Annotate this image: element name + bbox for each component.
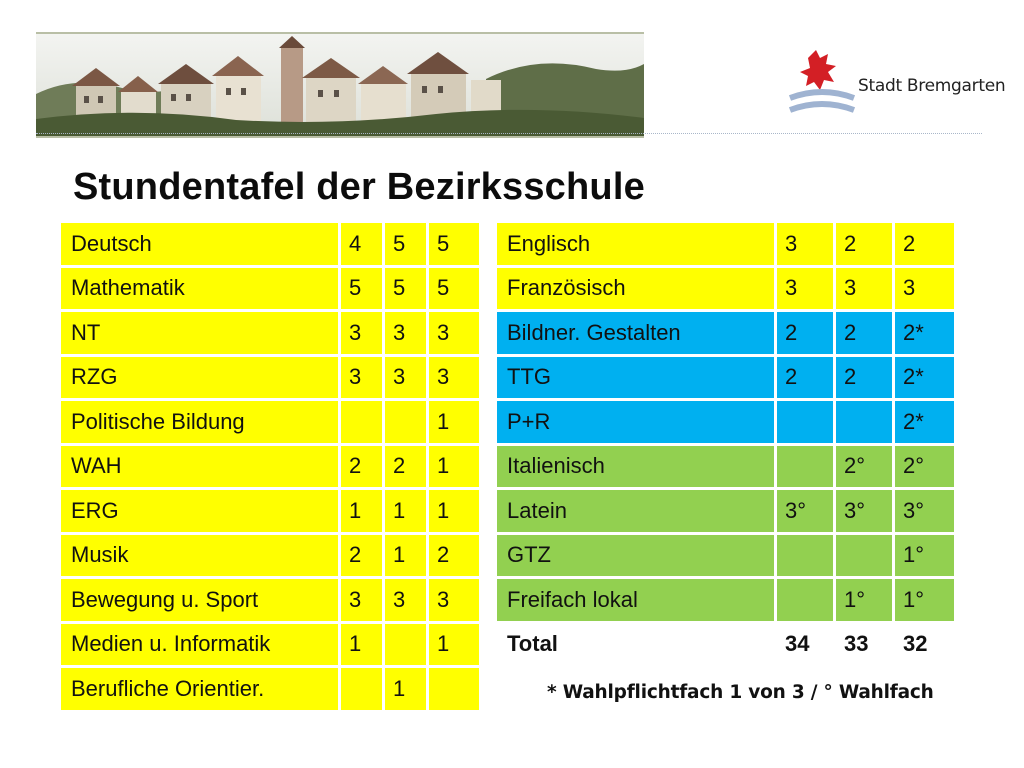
- hours-cell: 2: [341, 535, 382, 577]
- hours-cell: 1: [385, 490, 426, 532]
- hours-cell: 2: [429, 535, 479, 577]
- hours-cell: 3°: [836, 490, 892, 532]
- subject-cell: Medien u. Informatik: [61, 624, 338, 666]
- hours-cell: [341, 401, 382, 443]
- town-panorama-image: [36, 32, 644, 138]
- table-row: [61, 490, 479, 532]
- table-row: [497, 490, 954, 532]
- hours-cell: 5: [385, 268, 426, 310]
- hours-cell: 1: [385, 668, 426, 710]
- logo-text: Stadt Bremgarten: [858, 76, 1006, 96]
- table-row: [61, 446, 479, 488]
- hours-cell: 2: [836, 223, 892, 265]
- hours-cell: 2°: [895, 446, 954, 488]
- hours-cell: 3: [836, 268, 892, 310]
- table-row: [61, 268, 479, 310]
- hours-cell: 1: [341, 490, 382, 532]
- hours-cell: 1: [429, 446, 479, 488]
- subject-cell: TTG: [497, 357, 774, 399]
- subject-cell: Französisch: [497, 268, 774, 310]
- hours-cell: 1: [429, 624, 479, 666]
- subject-cell: Musik: [61, 535, 338, 577]
- subject-cell: Italienisch: [497, 446, 774, 488]
- subject-cell: Deutsch: [61, 223, 338, 265]
- hours-cell: 2: [777, 357, 833, 399]
- subject-cell: Total: [497, 624, 774, 666]
- right-timetable: [497, 223, 954, 665]
- table-row: [61, 535, 479, 577]
- hours-cell: 2°: [836, 446, 892, 488]
- hours-cell: [777, 579, 833, 621]
- hours-cell: 3: [895, 268, 954, 310]
- subject-cell: Bildner. Gestalten: [497, 312, 774, 354]
- hours-cell: 2*: [895, 401, 954, 443]
- table-row: [61, 579, 479, 621]
- hours-cell: 3: [429, 579, 479, 621]
- header-divider: [36, 133, 982, 134]
- hours-cell: 3°: [777, 490, 833, 532]
- table-row: [61, 312, 479, 354]
- table-row: [497, 624, 954, 666]
- table-row: [497, 401, 954, 443]
- hours-cell: 2*: [895, 357, 954, 399]
- subject-cell: Latein: [497, 490, 774, 532]
- hours-cell: 3: [429, 312, 479, 354]
- subject-cell: Mathematik: [61, 268, 338, 310]
- table-row: [497, 579, 954, 621]
- hours-cell: 3: [429, 357, 479, 399]
- subject-cell: RZG: [61, 357, 338, 399]
- hours-cell: [385, 624, 426, 666]
- hours-cell: 3: [385, 312, 426, 354]
- page-title: Stundentafel der Bezirksschule: [73, 166, 645, 208]
- table-row: [61, 624, 479, 666]
- subject-cell: Berufliche Orientier.: [61, 668, 338, 710]
- hours-cell: 1°: [895, 535, 954, 577]
- hours-cell: [429, 668, 479, 710]
- hours-cell: [385, 401, 426, 443]
- table-row: [497, 312, 954, 354]
- subject-cell: GTZ: [497, 535, 774, 577]
- hours-cell: 5: [385, 223, 426, 265]
- hours-cell: 33: [836, 624, 892, 666]
- hours-cell: 3: [341, 312, 382, 354]
- footnote: * Wahlpflichtfach 1 von 3 / ° Wahlfach: [547, 682, 934, 703]
- hours-cell: 2: [341, 446, 382, 488]
- hours-cell: 1: [429, 490, 479, 532]
- lion-crest-icon: [786, 44, 866, 124]
- hours-cell: 3: [385, 357, 426, 399]
- subject-cell: P+R: [497, 401, 774, 443]
- table-row: [61, 223, 479, 265]
- hours-cell: 1: [385, 535, 426, 577]
- hours-cell: 5: [341, 268, 382, 310]
- hours-cell: 3°: [895, 490, 954, 532]
- hours-cell: 2: [777, 312, 833, 354]
- hours-cell: 32: [895, 624, 954, 666]
- hours-cell: 3: [341, 357, 382, 399]
- hours-cell: 1°: [836, 579, 892, 621]
- hours-cell: [777, 401, 833, 443]
- table-row: [497, 446, 954, 488]
- hours-cell: 4: [341, 223, 382, 265]
- table-row: [61, 357, 479, 399]
- table-row: [61, 668, 479, 710]
- hours-cell: 3: [385, 579, 426, 621]
- hours-cell: 2: [836, 357, 892, 399]
- hours-cell: [836, 401, 892, 443]
- hours-cell: 1: [429, 401, 479, 443]
- left-timetable: [61, 223, 479, 710]
- subject-cell: Englisch: [497, 223, 774, 265]
- hours-cell: 2: [836, 312, 892, 354]
- hours-cell: 1: [341, 624, 382, 666]
- hours-cell: [341, 668, 382, 710]
- subject-cell: ERG: [61, 490, 338, 532]
- hours-cell: [777, 446, 833, 488]
- hours-cell: 1°: [895, 579, 954, 621]
- hours-cell: 2: [895, 223, 954, 265]
- subject-cell: Freifach lokal: [497, 579, 774, 621]
- hours-cell: 2*: [895, 312, 954, 354]
- table-row: [497, 535, 954, 577]
- hours-cell: 2: [385, 446, 426, 488]
- hours-cell: [777, 535, 833, 577]
- hours-cell: [836, 535, 892, 577]
- hours-cell: 5: [429, 223, 479, 265]
- subject-cell: Politische Bildung: [61, 401, 338, 443]
- table-row: [61, 401, 479, 443]
- subject-cell: WAH: [61, 446, 338, 488]
- subject-cell: Bewegung u. Sport: [61, 579, 338, 621]
- subject-cell: NT: [61, 312, 338, 354]
- hours-cell: 5: [429, 268, 479, 310]
- hours-cell: 34: [777, 624, 833, 666]
- table-row: [497, 268, 954, 310]
- table-row: [497, 357, 954, 399]
- table-row: [497, 223, 954, 265]
- hours-cell: 3: [777, 268, 833, 310]
- hours-cell: 3: [341, 579, 382, 621]
- hours-cell: 3: [777, 223, 833, 265]
